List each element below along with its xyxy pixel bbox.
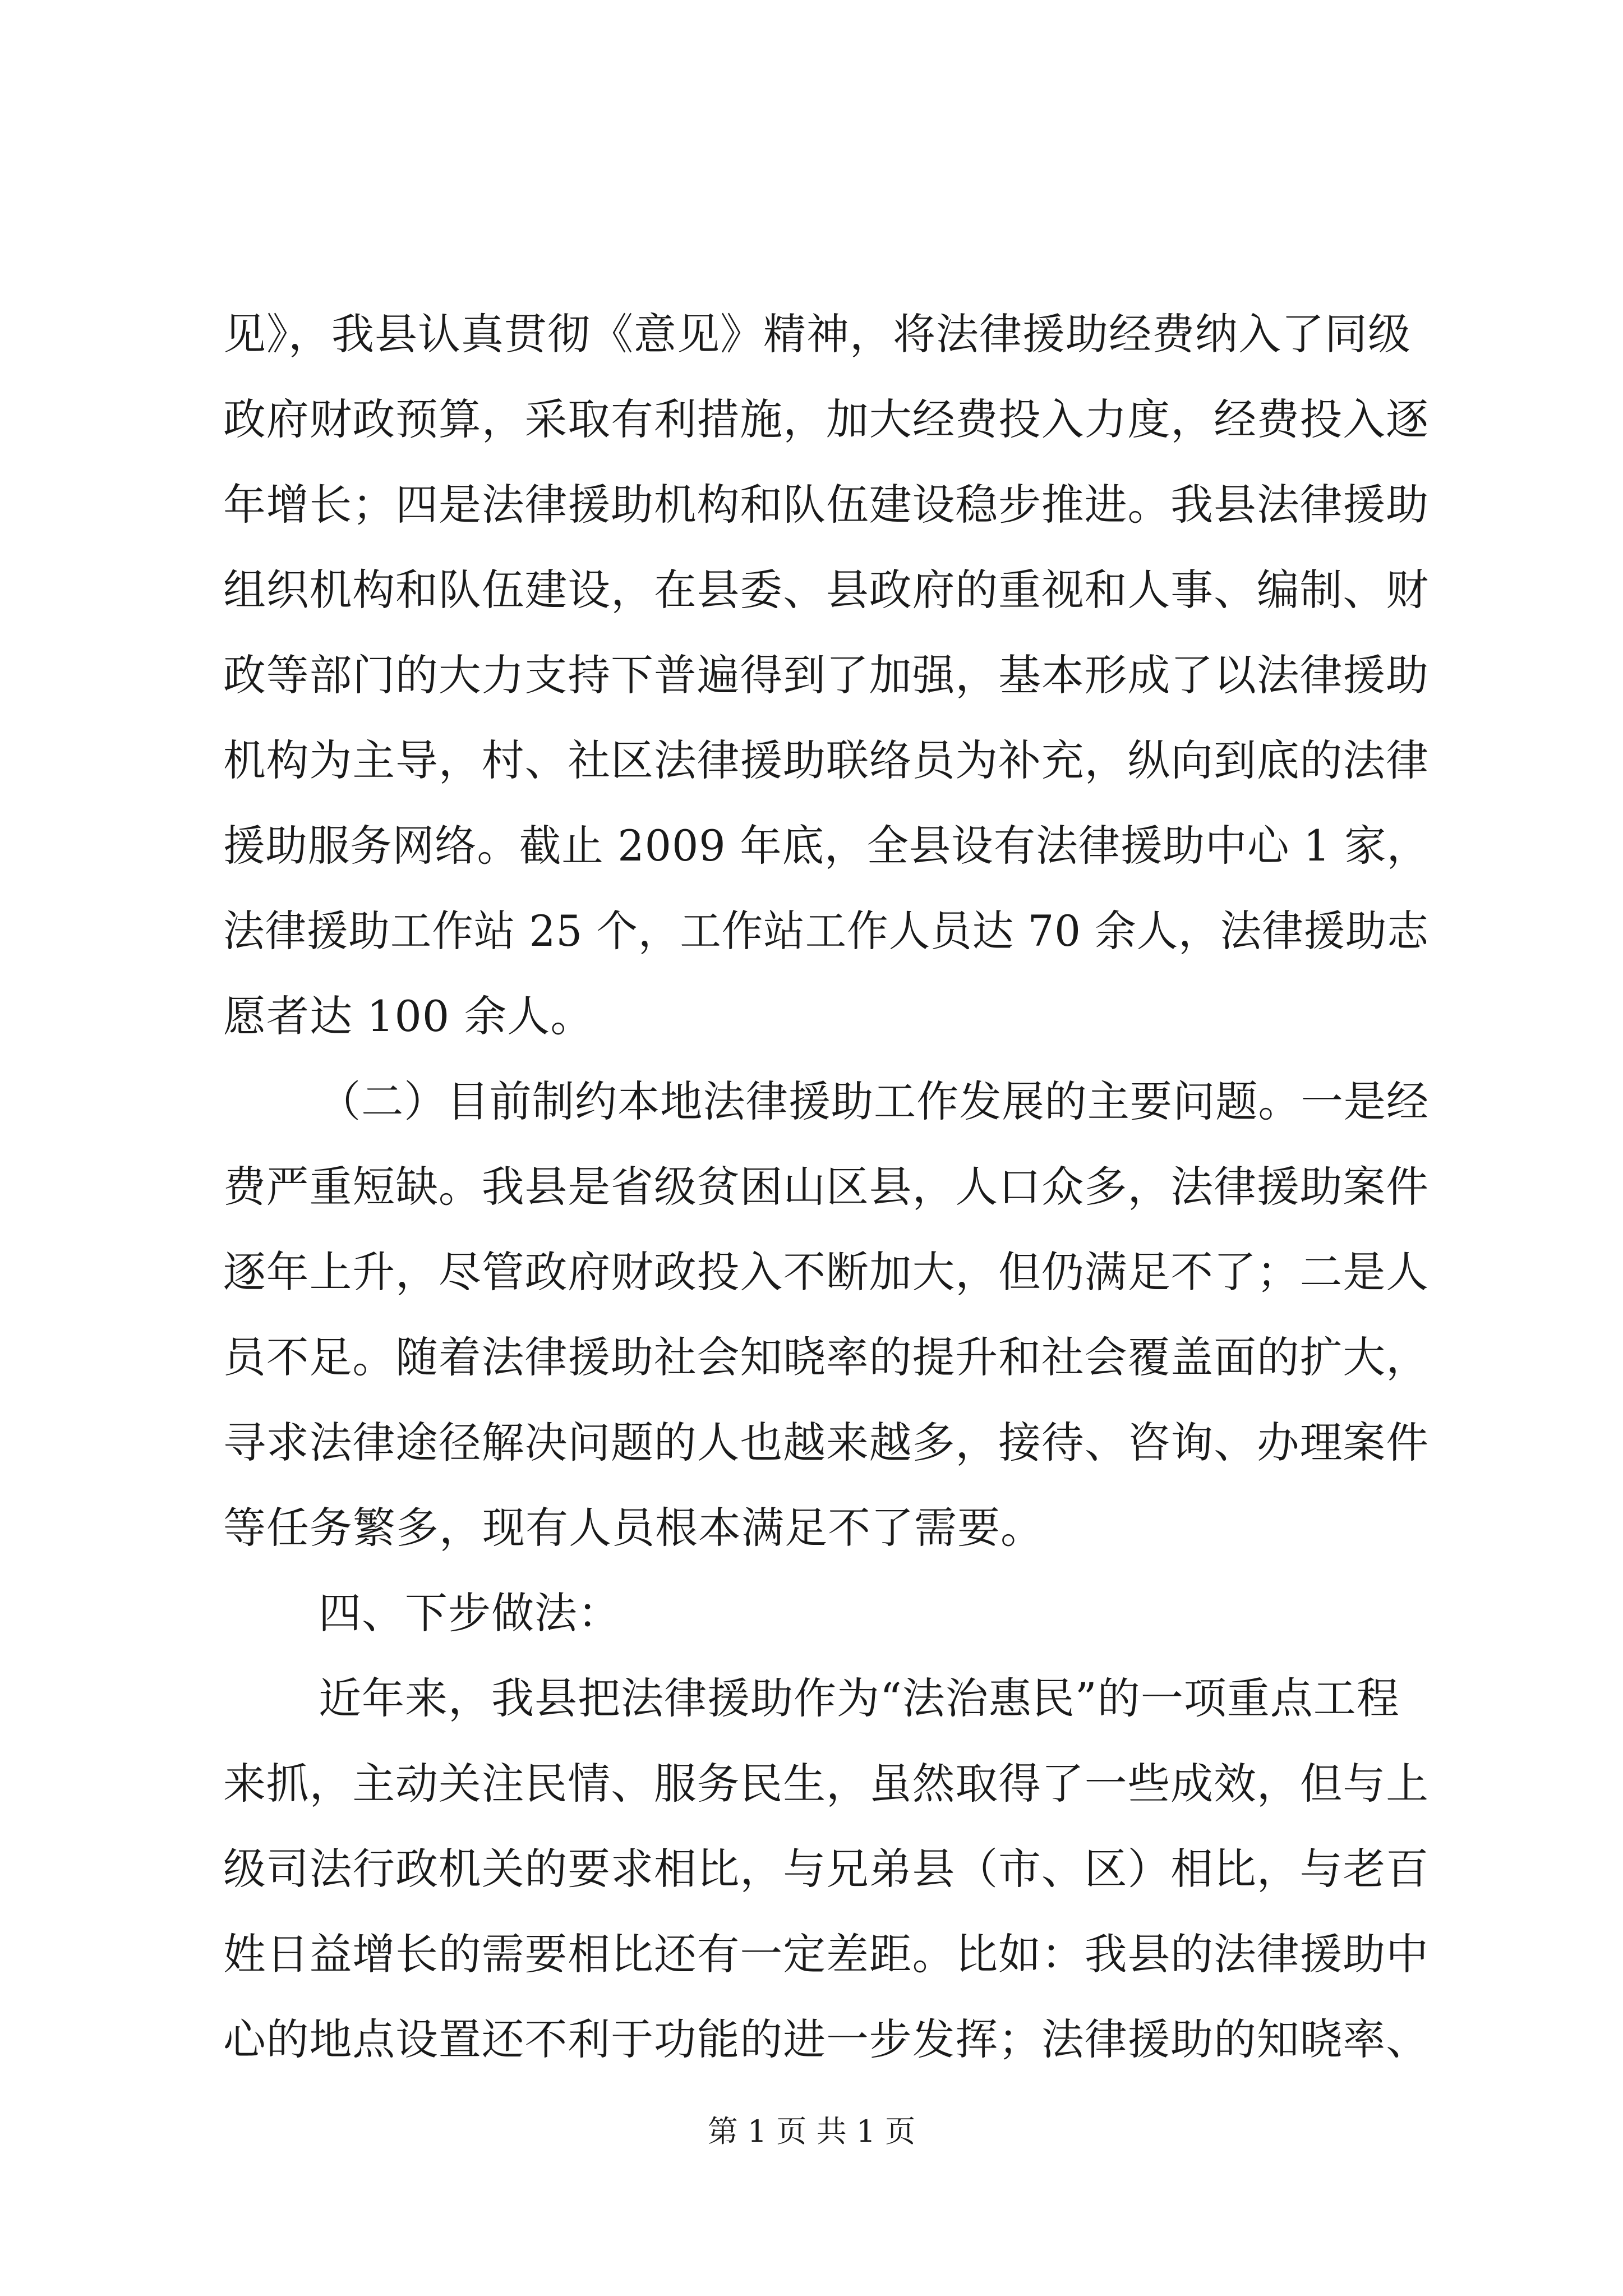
text-line: 政府财政预算，采取有利措施，加大经费投入力度，经费投入逐 [223,394,1429,444]
text-line: 寻求法律途径解决问题的人也越来越多，接待、咨询、办理案件 [223,1418,1429,1467]
text-line: 政等部门的大力支持下普遍得到了加强，基本形成了以法律援助 [223,650,1429,700]
text-line: 员不足。随着法律援助社会知晓率的提升和社会覆盖面的扩大， [223,1332,1429,1382]
text-line: 四、下步做法： [319,1588,621,1638]
text-line: 费严重短缺。我县是省级贫困山区县，人口众多，法律援助案件 [223,1162,1429,1212]
page-footer: 第 1 页 共 1 页 [707,2114,916,2149]
text-line: 姓日益增长的需要相比还有一定差距。比如：我县的法律援助中 [223,1929,1429,1979]
text-line: 来抓，主动关注民情、服务民生，虽然取得了一些成效，但与上 [223,1759,1429,1809]
text-line: （二）目前制约本地法律援助工作发展的主要问题。一是经 [319,1076,1429,1126]
text-line: 等任务繁多，现有人员根本满足不了需要。 [223,1503,1044,1553]
text-line: 年增长；四是法律援助机构和队伍建设稳步推进。我县法律援助 [223,480,1429,530]
text-line: 级司法行政机关的要求相比，与兄弟县（市、区）相比，与老百 [223,1844,1429,1894]
text-line: 近年来，我县把法律援助作为“法治惠民”的一项重点工程 [319,1673,1400,1723]
text-line: 逐年上升，尽管政府财政投入不断加大，但仍满足不了；二是人 [223,1247,1429,1297]
document-body [223,292,1429,2082]
text-line: 法律援助工作站 25 个，工作站工作人员达 70 余人，法律援助志 [223,906,1429,956]
text-line: 心的地点设置还不利于功能的进一步发挥；法律援助的知晓率、 [223,2014,1429,2064]
text-line: 见》，我县认真贯彻《意见》精神，将法律援助经费纳入了同级 [223,309,1411,359]
text-line: 组织机构和队伍建设，在县委、县政府的重视和人事、编制、财 [223,565,1429,615]
text-line: 援助服务网络。截止 2009 年底，全县设有法律援助中心 1 家， [223,821,1429,871]
text-line: 机构为主导，村、社区法律援助联络员为补充，纵向到底的法律 [223,735,1429,785]
text-line: 愿者达 100 余人。 [223,991,594,1041]
